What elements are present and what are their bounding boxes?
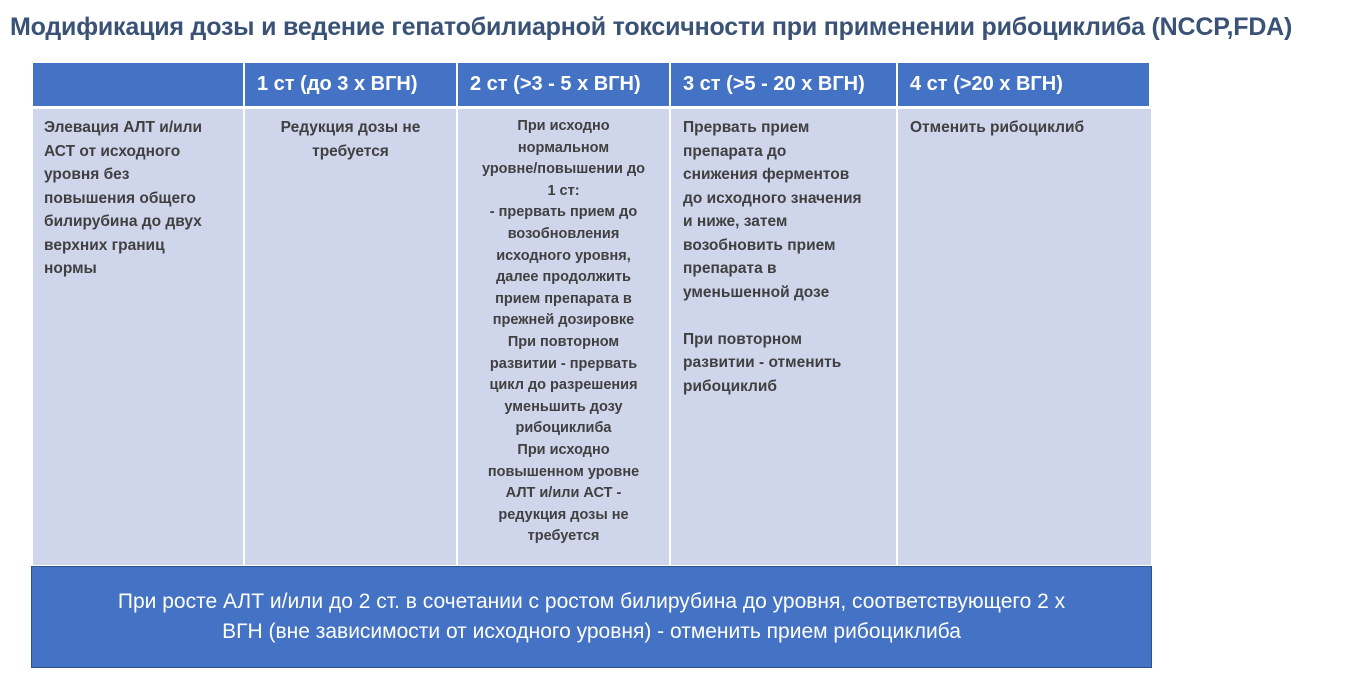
cell-grade-2 [458, 109, 671, 565]
text-line: развитии - отменить [683, 354, 842, 371]
text-line: АЛТ и/или АСТ - [505, 485, 622, 502]
text-line: снижения ферментов [683, 166, 850, 183]
cell-grade-3 [671, 109, 898, 565]
text-line: 1 ст: [547, 182, 580, 199]
text-line: рибоциклиба [515, 420, 612, 437]
text-line: При исходно [517, 441, 610, 458]
text-line: верхних границ [44, 236, 165, 254]
text-line: Прервать прием [683, 119, 810, 136]
text-line: редукция дозы не [498, 506, 629, 523]
text-line: нормы [44, 260, 97, 277]
text-line: препарата в [683, 260, 777, 277]
header-grade-1: 1 ст (до 3 х ВГН) [245, 63, 458, 109]
slide-title: Модификация дозы и ведение гепатобилиарной токсичности при применении рибоциклиба (NCCP,FDA) [10, 13, 1293, 41]
text-line: и ниже, затем [683, 213, 788, 230]
text-line: развитии - прервать [489, 355, 638, 372]
text-line: Элевация АЛТ и/или [44, 119, 203, 136]
text-line: ВГН (вне зависимости от исходного уровня) - отменить прием рибоциклиба [222, 620, 961, 643]
text-line: АСТ от исходного [44, 142, 181, 160]
text-line: рибоциклиб [683, 377, 777, 395]
text-line: нормальном [517, 139, 610, 156]
text-line: исходного уровня, [496, 247, 631, 264]
text-line: При исходно [517, 118, 610, 134]
text-line: требуется [527, 528, 600, 545]
text-line: возобновить прием [683, 236, 836, 254]
text-line: повышенном уровне [487, 463, 640, 480]
text-line: цикл до разрешения [489, 377, 638, 394]
text-line: повышения общего [44, 189, 196, 207]
header-grade-3: 3 ст (>5 - 20 х ВГН) [671, 63, 898, 109]
text-line: уменьшить дозу [504, 398, 623, 415]
cell-condition [33, 109, 245, 565]
cell-grade-4 [898, 109, 1151, 565]
text-line: требуется [312, 142, 389, 160]
text-line: прежней дозировке [492, 312, 635, 329]
text-line: - прервать прием до [489, 204, 638, 221]
text-line: далее продолжить [496, 269, 631, 286]
text-line: уровня без [44, 166, 130, 183]
header-grade-4: 4 ст (>20 х ВГН) [898, 63, 1151, 109]
text-line: возобновления [507, 225, 620, 242]
text-line: При росте АЛТ и/или до 2 ст. в сочетании с ростом билирубина до уровня, соответствующего 2 х [117, 590, 1066, 613]
text-line: Отменить рибоциклиб [910, 119, 1085, 136]
text-line: прием препарата в [495, 290, 632, 307]
footer-note [31, 566, 1152, 668]
text-line: При повторном [683, 330, 803, 348]
text-line: билирубина до двух [44, 213, 202, 230]
text-line: При повторном [507, 333, 620, 350]
header-empty [33, 63, 245, 109]
header-grade-2: 2 ст (>3 - 5 х ВГН) [458, 63, 671, 109]
text-line: препарата до [683, 142, 787, 160]
text-line: Редукция дозы не [280, 119, 421, 136]
text-line: до исходного значения [683, 189, 862, 207]
cell-grade-1 [245, 109, 458, 565]
text-line: уменьшенной дозе [683, 283, 830, 301]
toxicity-table [33, 63, 1151, 565]
text-line: уровне/повышении до [481, 161, 646, 178]
text-line [683, 304, 884, 328]
